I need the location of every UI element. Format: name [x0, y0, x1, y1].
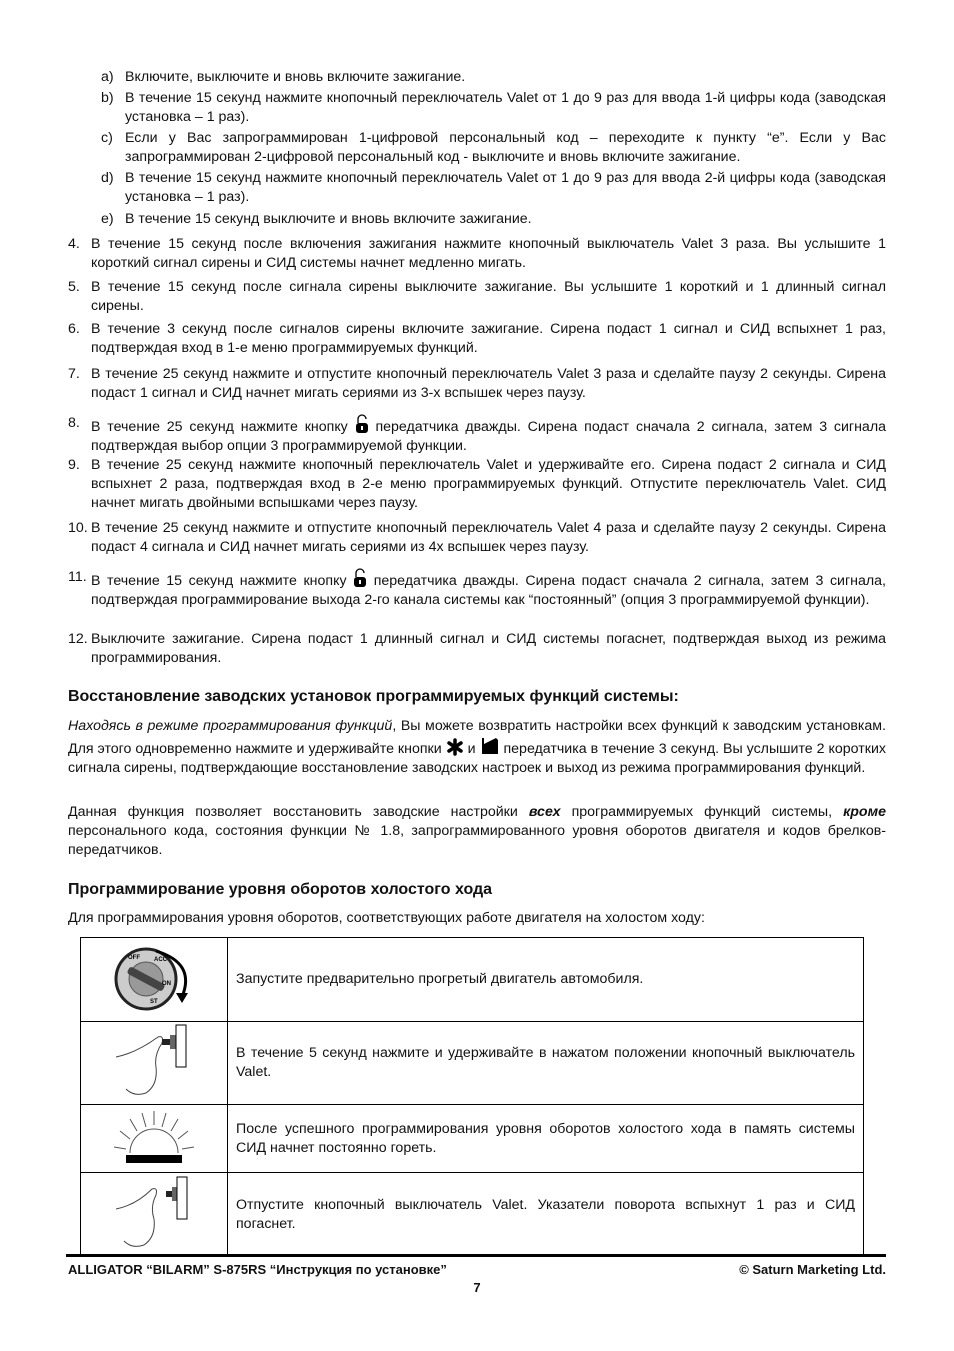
text: В течение 25 секунд нажмите кнопку: [91, 419, 348, 435]
label: 8.: [68, 415, 80, 431]
footer-title: ALLIGATOR “BILARM” S-875RS “Инструкция по установке”: [68, 1262, 447, 1277]
off-label: OFF: [128, 954, 140, 961]
label: 5.: [68, 279, 80, 295]
sub-item-c: [101, 129, 886, 167]
text: персонального кода, состояния функции № 1.8, запрограммированного уровня оборотов двигателя и кодов брелков-передатчиков.: [68, 823, 886, 858]
italic-text: Находясь в режиме программирования функций: [68, 718, 393, 734]
idle-steps-table: [80, 937, 864, 1257]
reset-paragraph-2: [68, 803, 886, 860]
hand-release-button-icon: [106, 1175, 202, 1251]
label: 10.: [68, 520, 88, 536]
text: Если у Вас запрограммирован 1-цифровой персональный код – переходите к пункту “e”. Если у Вас запрограммирован 2-цифровой персональный код - выключите и вновь включите зажигание.: [125, 130, 886, 165]
table-row: [81, 1105, 864, 1173]
table-row: [81, 938, 864, 1022]
emphasis: всех: [528, 804, 561, 820]
text: , Вы можете возвратить настройки всех функций к заводским установкам. Для этого одновременно нажмите и удерживайте кнопки: [68, 718, 887, 757]
text: передатчика дважды. Сирена подаст сначала 2 сигнала, затем 3 сигнала, подтверждая программирование выхода 2-го канала системы как “постоянный” (опция 3 программируемой функции).: [91, 573, 886, 608]
label: 7.: [68, 366, 80, 382]
hand-press-button-icon: [106, 1023, 202, 1099]
emphasis: кроме: [843, 804, 886, 820]
text: В течение 25 секунд нажмите кнопочный переключатель Valet и удерживайте его. Сирена подаст 2 сигнала и СИД вспыхнет 2 раза, подтверждая вход в 2-е меню программируемых функций. Отпустите переключатель Valet. СИД начнет мигать двойными вспышками через паузу.: [91, 457, 886, 511]
label: 9.: [68, 457, 80, 473]
acc-label: ACC: [154, 956, 167, 963]
step-5: [68, 278, 886, 316]
text: В течение 25 секунд нажмите и отпустите кнопочный переключатель Valet 3 раза и сделайте паузу 2 секунды. Сирена подаст 1 сигнал и СИД начнет мигать сериями из 3-х вспышек через паузу.: [91, 366, 886, 401]
step-6: [68, 320, 886, 358]
st-label: ST: [150, 998, 158, 1005]
text: В течение 15 секунд нажмите кнопочный переключатель Valet от 1 до 9 раз для ввода 1-й цифры кода (заводская установка – 1 раз).: [125, 90, 886, 125]
step-text: Запустите предварительно прогретый двигатель автомобиля.: [228, 938, 864, 1022]
label: a): [101, 69, 114, 85]
step-11: [68, 568, 886, 610]
reset-paragraph-1: [68, 717, 886, 778]
text: передатчика дважды. Сирена подаст сначала 2 сигнала, затем 3 сигнала подтверждая выбор опции 3 программируемой функции.: [91, 419, 886, 454]
step-text: После успешного программирования уровня оборотов холостого хода в память системы СИД начнет постоянно гореть.: [228, 1105, 864, 1173]
unlock-icon: [355, 414, 369, 434]
label: b): [101, 90, 114, 106]
text: Включите, выключите и вновь включите зажигание.: [125, 69, 466, 85]
text: передатчика в течение 3 секунд. Вы услышите 2 коротких сигнала сирены, подтверждающие восстановление заводских настроек и выход из режима программирования функций.: [68, 741, 886, 776]
step-4: [68, 235, 886, 273]
label: 11.: [68, 569, 87, 585]
footer-divider: [66, 1254, 886, 1257]
unlock-icon: [353, 568, 367, 588]
text: В течение 25 секунд нажмите и отпустите кнопочный переключатель Valet 4 раза и сделайте паузу 2 секунды. Сирена подаст 4 сигнала и СИД начнет мигать сериями из 4х вспышек через паузу.: [91, 520, 886, 555]
step-text: Отпустите кнопочный выключатель Valet. Указатели поворота вспыхнут 1 раз и СИД погаснет.: [228, 1173, 864, 1257]
label: 4.: [68, 236, 80, 252]
table-row: [81, 1022, 864, 1105]
text: и: [467, 741, 476, 757]
idle-intro: Для программирования уровня оборотов, соответствующих работе двигателя на холостом ходу:: [68, 910, 705, 926]
sub-item-a: [101, 68, 886, 87]
sub-item-b: [101, 89, 886, 127]
step-9: [68, 456, 886, 513]
text: В течение 3 секунд после сигналов сирены включите зажигание. Сирена подаст 1 сигнал и СИД вспыхнет 1 раз, подтверждая вход в 1-е меню программируемых функций.: [91, 321, 886, 356]
table-row: [81, 1173, 864, 1257]
label: e): [101, 211, 114, 227]
text: Выключите зажигание. Сирена подаст 1 длинный сигнал и СИД системы погаснет, подтверждая выход из режима программирования.: [91, 631, 886, 666]
footer-copyright: © Saturn Marketing Ltd.: [739, 1262, 886, 1277]
text: Данная функция позволяет восстановить заводские настройки: [68, 804, 529, 820]
step-10: [68, 519, 886, 557]
text: В течение 15 секунд после включения зажигания нажмите кнопочный выключатель Valet 3 раза. Вы услышите 1 короткий сигнал сирены и СИД системы начнет медленно мигать.: [91, 236, 886, 271]
label: 12.: [68, 631, 88, 647]
sub-item-d: [101, 169, 886, 207]
led-on-icon: [106, 1107, 202, 1167]
label: 6.: [68, 321, 80, 337]
reset-heading: Восстановление заводских установок программируемых функций системы:: [68, 688, 679, 705]
text: В течение 15 секунд выключите и вновь включите зажигание.: [125, 211, 532, 227]
text: программируемых функций системы,: [560, 804, 844, 820]
step-text: В течение 5 секунд нажмите и удерживайте в нажатом положении кнопочный выключатель Valet.: [228, 1022, 864, 1105]
trunk-icon: [480, 736, 500, 756]
idle-heading: Программирование уровня оборотов холостого хода: [68, 881, 493, 898]
label: d): [101, 170, 114, 186]
text: В течение 15 секунд после сигнала сирены выключите зажигание. Вы услышите 1 короткий и 1 длинный сигнал сирены.: [91, 279, 886, 314]
ignition-key-icon: [106, 943, 202, 1013]
text: В течение 15 секунд нажмите кнопку: [91, 573, 347, 589]
text: В течение 15 секунд нажмите кнопочный переключатель Valet от 1 до 9 раз для ввода 2-й цифры кода (заводская установка – 1 раз).: [125, 170, 886, 205]
sub-item-e: [101, 210, 886, 229]
asterisk-icon: [446, 738, 464, 756]
step-7: [68, 365, 886, 403]
label: c): [101, 130, 113, 146]
step-12: [68, 630, 886, 668]
on-label: ON: [162, 980, 171, 987]
step-8: [68, 414, 886, 456]
page-number: 7: [473, 1280, 481, 1295]
